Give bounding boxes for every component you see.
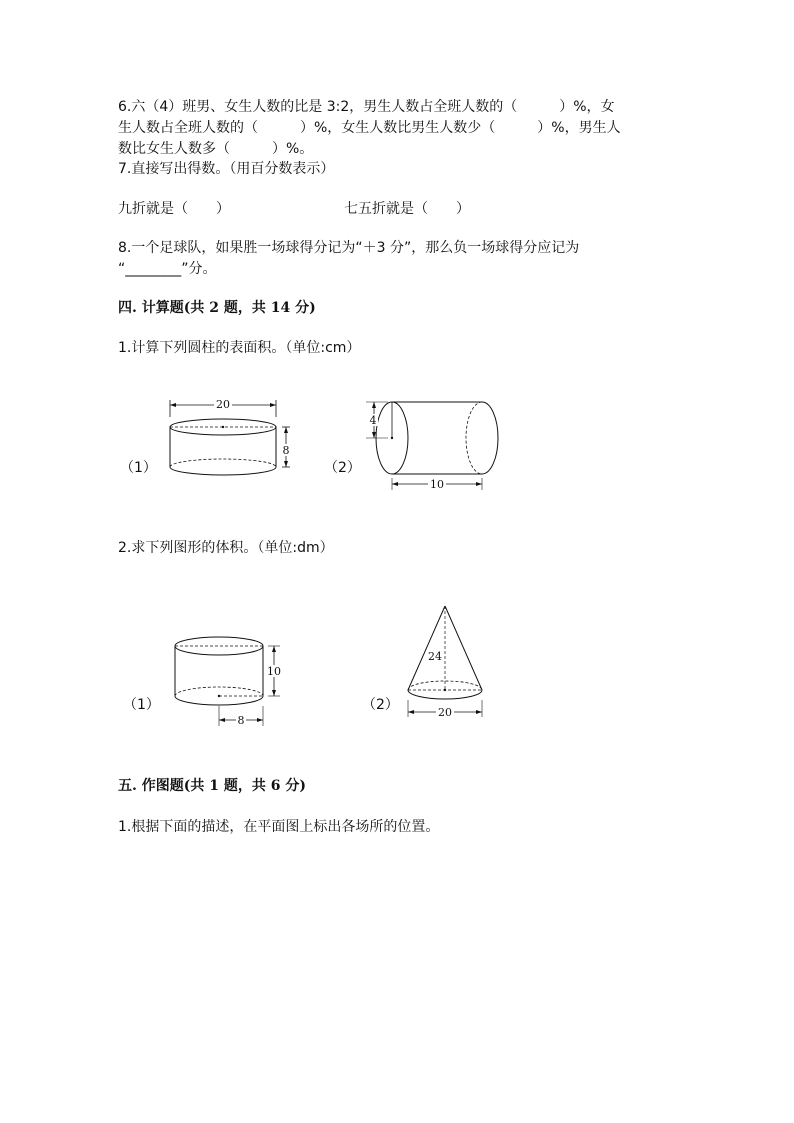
cylinder-figure-2 [362, 398, 507, 493]
q6-line-2: 生人数占全班人数的（ ）%，女生人数比男生人数少（ ）%，男生人 [118, 120, 621, 136]
q7-item-a: 九折就是（ ） [118, 201, 230, 217]
section-4-q1-prompt: 1.计算下列圆柱的表面积。（单位:cm） [118, 340, 361, 356]
q1-fig1-height-label: 8 [282, 444, 290, 457]
q1-fig2-label: （2） [324, 460, 361, 476]
section-5-q1-prompt: 1.根据下面的描述，在平面图上标出各场所的位置。 [118, 819, 440, 835]
q1-fig1-label: （1） [120, 460, 157, 476]
q7-prompt: 7.直接写出得数。（用百分数表示） [118, 161, 335, 177]
section-5-heading: 五. 作图题(共 1 题，共 6 分) [118, 778, 306, 794]
q2-fig1-label: （1） [123, 697, 160, 713]
q7-item-b: 七五折就是（ ） [344, 201, 470, 217]
q2-fig2-diameter-label: 20 [438, 706, 452, 719]
q6-line-1: 6.六（4）班男、女生人数的比是 3:2，男生人数占全班人数的（ ）%，女 [118, 99, 615, 115]
q6-line-3: 数比女生人数多（ ）%。 [118, 141, 314, 157]
q8-line-2: “________”分。 [118, 261, 217, 277]
q2-fig2-label: （2） [362, 697, 399, 713]
section-4-heading: 四. 计算题(共 2 题，共 14 分) [118, 300, 316, 316]
section-4-q2-prompt: 2.求下列图形的体积。（单位:dm） [118, 540, 334, 556]
q1-fig2-length-label: 10 [430, 478, 444, 491]
q8-line-1: 8.一个足球队，如果胜一场球得分记为“＋3 分”，那么负一场球得分应记为 [118, 240, 580, 256]
cylinder-figure-1 [160, 395, 300, 490]
q2-fig2-height-label: 24 [428, 650, 442, 663]
q1-fig1-diameter-label: 20 [216, 398, 230, 411]
q1-fig2-radius-label: 4 [369, 414, 377, 427]
cone-figure [400, 602, 495, 722]
q2-fig1-height-label: 10 [267, 665, 281, 678]
q2-fig1-radius-label: 8 [237, 714, 245, 727]
cylinder-figure-3 [168, 626, 298, 731]
